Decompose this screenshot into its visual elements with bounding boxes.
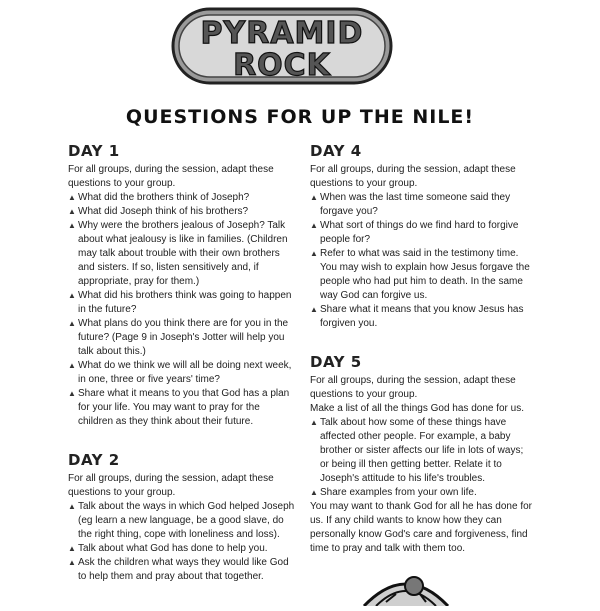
day-5-closing: You may want to thank God for all he has done for us. If any child wants to know how they can personally know God's care and forgiveness, find time to pray and talk with them too. bbox=[310, 501, 532, 554]
list-item: ▲ When was the last time someone said they forgave you? bbox=[310, 192, 511, 217]
triangle-bullet-icon: ▲ bbox=[68, 558, 76, 567]
day-5-question-list bbox=[310, 416, 532, 500]
triangle-bullet-icon: ▲ bbox=[68, 221, 76, 230]
day-4-question-list bbox=[310, 191, 532, 331]
list-item: ▲ What did Joseph think of his brothers? bbox=[68, 206, 249, 217]
day-1-section bbox=[68, 142, 296, 429]
list-item: ▲ Ask the children what ways they would like God to help them and pray about that together. bbox=[68, 557, 289, 582]
list-item: ▲ Talk about what God has done to help you. bbox=[68, 543, 268, 554]
day-2-question-list bbox=[68, 500, 296, 584]
day-5-intro: For all groups, during the session, adapt these questions to your group. bbox=[310, 375, 516, 400]
day-2-section bbox=[68, 451, 296, 584]
logo-line-2: ROCK bbox=[233, 48, 331, 83]
list-item: ▲ Why were the brothers jealous of Joseph? Talk about what jealousy is like in families. (Children may talk about trouble with their own brothers and sisters. If so, listen sensitively and, if appropriate, pray for them.) bbox=[68, 220, 288, 287]
list-item: ▲ Refer to what was said in the testimony time. You may wish to explain how Jesus forgave the people who had put him to death. In the same way God can forgive us. bbox=[310, 248, 530, 301]
logo-line-1: PYRAMID bbox=[200, 16, 364, 51]
pyramid-rock-logo bbox=[170, 6, 394, 86]
day-4-section bbox=[310, 142, 532, 331]
triangle-bullet-icon: ▲ bbox=[68, 361, 76, 370]
left-column bbox=[68, 142, 296, 606]
day-5-heading: DAY 5 bbox=[310, 353, 362, 371]
day-1-intro: For all groups, during the session, adapt these questions to your group. bbox=[68, 164, 274, 189]
triangle-bullet-icon: ▲ bbox=[68, 207, 76, 216]
list-item: ▲ Share what it means that you know Jesus has forgiven you. bbox=[310, 304, 524, 329]
day-4-heading: DAY 4 bbox=[310, 142, 362, 160]
pyramid-character-icon bbox=[356, 566, 456, 606]
list-item: ▲ What plans do you think there are for you in the future? (Page 9 in Joseph's Jotter will help you talk about this.) bbox=[68, 318, 289, 357]
triangle-bullet-icon: ▲ bbox=[68, 291, 76, 300]
list-item: ▲ Share what it means to you that God has a plan for your life. You may want to pray for the children as they think about their future. bbox=[68, 388, 290, 427]
day-5-intro-2: Make a list of all the things God has done for us. bbox=[310, 403, 525, 414]
list-item: ▲ What do we think we will all be doing next week, in one, three or five years' time? bbox=[68, 360, 292, 385]
list-item: ▲ Talk about the ways in which God helped Joseph (eg learn a new language, be a good slave, do the right thing, cope with loneliness and loss). bbox=[68, 501, 295, 540]
list-item: ▲ What sort of things do we find hard to forgive people for? bbox=[310, 220, 519, 245]
triangle-bullet-icon: ▲ bbox=[68, 389, 76, 398]
triangle-bullet-icon: ▲ bbox=[68, 544, 76, 553]
list-item: ▲ What did the brothers think of Joseph? bbox=[68, 192, 250, 203]
day-1-heading: DAY 1 bbox=[68, 142, 120, 160]
triangle-bullet-icon: ▲ bbox=[68, 502, 76, 511]
day-1-question-list bbox=[68, 191, 296, 429]
day-2-intro: For all groups, during the session, adapt these questions to your group. bbox=[68, 473, 274, 498]
day-4-intro: For all groups, during the session, adapt these questions to your group. bbox=[310, 164, 516, 189]
triangle-bullet-icon: ▲ bbox=[310, 488, 318, 497]
triangle-bullet-icon: ▲ bbox=[310, 221, 318, 230]
triangle-bullet-icon: ▲ bbox=[310, 418, 318, 427]
triangle-bullet-icon: ▲ bbox=[310, 305, 318, 314]
day-5-section bbox=[310, 353, 532, 556]
triangle-bullet-icon: ▲ bbox=[68, 319, 76, 328]
page-title: QUESTIONS FOR UP THE NILE! bbox=[125, 106, 475, 128]
triangle-bullet-icon: ▲ bbox=[68, 193, 76, 202]
day-2-heading: DAY 2 bbox=[68, 451, 120, 469]
right-column bbox=[310, 142, 532, 578]
triangle-bullet-icon: ▲ bbox=[310, 249, 318, 258]
triangle-bullet-icon: ▲ bbox=[310, 193, 318, 202]
list-item: ▲ What did his brothers think was going to happen in the future? bbox=[68, 290, 292, 315]
decorative-illustration bbox=[356, 566, 456, 606]
list-item: ▲ Talk about how some of these things have affected other people. For example, a baby brother or sister affects our life in lots of ways; or being ill then getting better. Relate it to Joseph's attitude to his life's troubles. bbox=[310, 417, 524, 484]
list-item: ▲ Share examples from your own life. bbox=[310, 487, 477, 498]
